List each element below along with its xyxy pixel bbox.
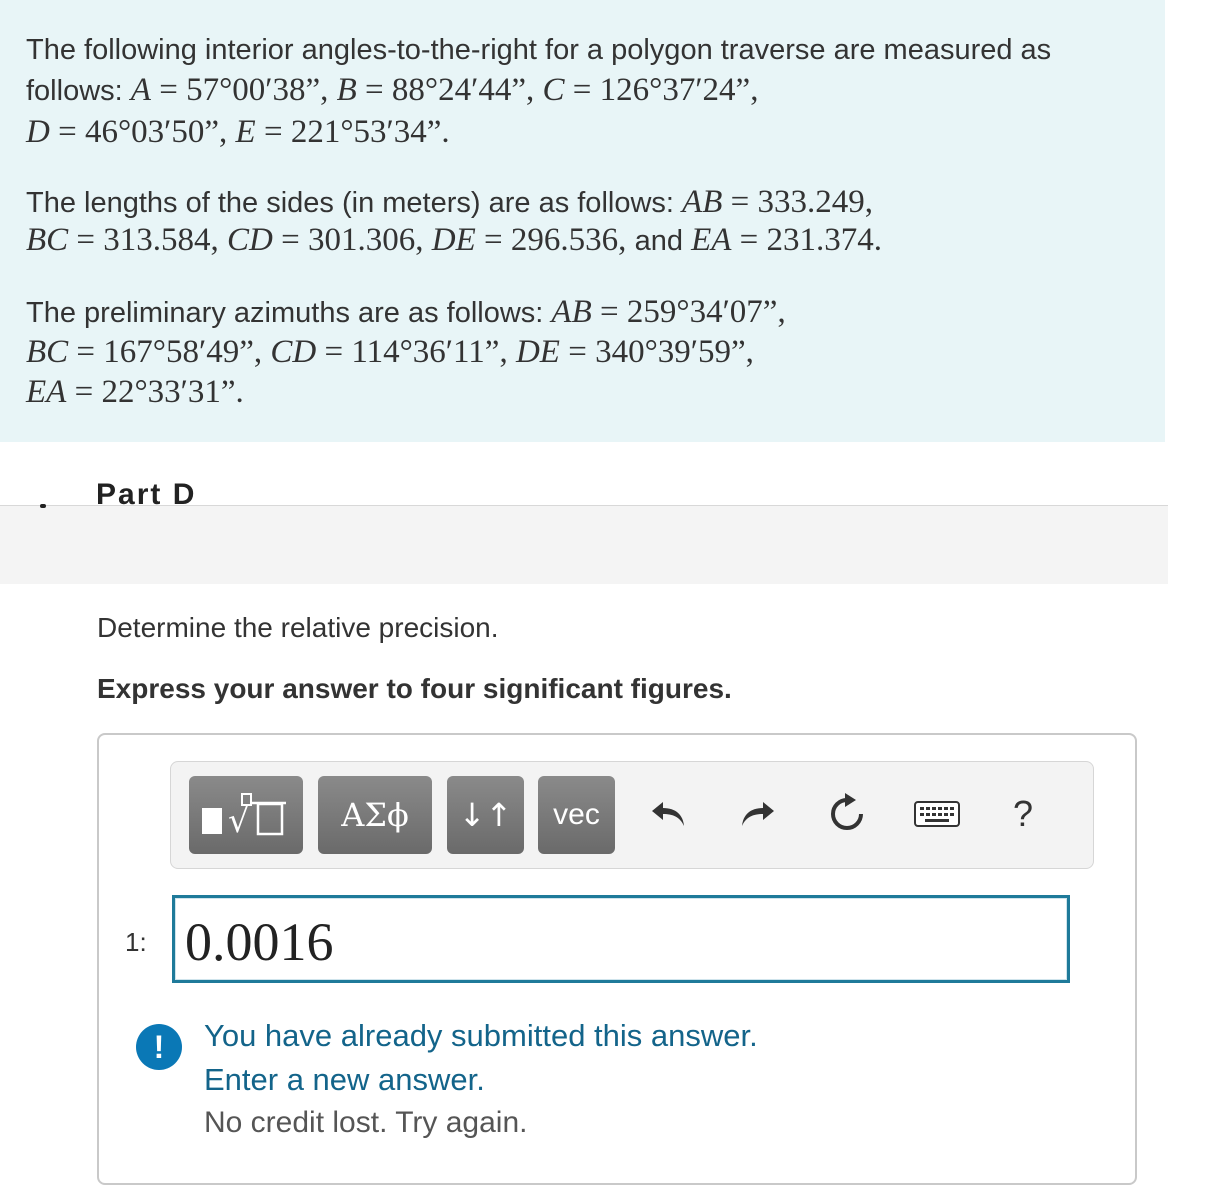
templates-button[interactable] xyxy=(189,776,303,854)
feedback-line-3: No credit lost. Try again. xyxy=(204,1106,528,1139)
angles-line-1 xyxy=(26,30,1051,70)
angles-intro: The following interior angles-to-the-right for a polygon traverse are measured as xyxy=(26,34,1052,66)
azimuth-cd-label: CD xyxy=(270,334,317,370)
azimuth-de-label: DE xyxy=(515,334,560,370)
azimuth-de-value: 340°39′59” xyxy=(595,334,746,370)
azimuths-line-1: The preliminary azimuths are as follows: AB = 259°34′07”, xyxy=(26,294,786,330)
length-cd-label: CD xyxy=(227,222,273,258)
answer-label: 1: xyxy=(125,927,147,957)
feedback-line-1: You have already submitted this answer. xyxy=(204,1018,758,1053)
azimuth-bc-value: 167°58′49” xyxy=(103,334,254,370)
arrows-button[interactable]: ↓↑ xyxy=(447,776,524,854)
reset-icon[interactable] xyxy=(821,788,873,840)
angles-follows: follows: xyxy=(26,75,123,107)
azimuth-ab-value: 259°34′07” xyxy=(626,294,778,330)
length-de-value: 296.536 xyxy=(510,222,619,258)
instruction-text: Express your answer to four significant figures. xyxy=(97,673,732,704)
length-ab-value: 333.249 xyxy=(757,184,865,220)
azimuths-line-3: EA = 22°33′31”. xyxy=(26,374,244,410)
redo-icon[interactable] xyxy=(731,788,783,840)
feedback-line-2: Enter a new answer. xyxy=(204,1062,485,1097)
angles-line-2: follows: A = 57°00′38”, B = 88°24′44”, C = 126°37′24”, xyxy=(26,72,759,108)
angle-e-label: E xyxy=(235,114,256,150)
length-ea-label: EA xyxy=(691,222,732,258)
vector-button[interactable]: vec xyxy=(538,776,615,854)
length-de-label: DE xyxy=(431,222,476,258)
part-label: Part D xyxy=(96,478,197,511)
azimuths-line-2: BC = 167°58′49”, CD = 114°36′11”, DE = 340°39′59”, xyxy=(26,334,754,370)
question-text: Determine the relative precision. xyxy=(97,612,499,643)
math-toolbar xyxy=(170,761,1094,869)
templates-icon xyxy=(198,790,294,840)
length-cd-value: 301.306 xyxy=(308,222,416,258)
azimuths-intro: The preliminary azimuths are as follows: xyxy=(26,297,544,329)
angle-b-label: B xyxy=(336,72,357,108)
length-ab-label: AB xyxy=(682,184,723,220)
azimuth-ab-label: AB xyxy=(551,294,592,330)
azimuth-cd-value: 114°36′11” xyxy=(351,334,500,370)
answer-input[interactable] xyxy=(172,895,1070,983)
angle-b-value: 88°24′44” xyxy=(391,72,526,108)
angle-c-label: C xyxy=(542,72,565,108)
problem-statement xyxy=(0,0,1165,442)
svg-text:√: √ xyxy=(228,801,250,841)
azimuth-bc-label: BC xyxy=(26,334,69,370)
part-label-clip xyxy=(96,478,197,512)
chevron-down-icon xyxy=(40,504,46,508)
angle-a-label: A xyxy=(130,72,151,108)
azimuth-ea-label: EA xyxy=(26,374,67,410)
lengths-line-1: The lengths of the sides (in meters) are as follows: AB = 333.249, xyxy=(26,184,873,220)
and-word: and xyxy=(634,225,684,257)
keyboard-icon[interactable] xyxy=(911,788,963,840)
angle-d-value: 46°03′50” xyxy=(84,114,220,150)
part-header[interactable] xyxy=(0,478,1168,584)
alert-icon: ! xyxy=(136,1024,182,1070)
help-button[interactable]: ? xyxy=(1012,793,1034,834)
undo-icon[interactable] xyxy=(643,788,695,840)
angle-d-label: D xyxy=(26,114,50,150)
length-bc-value: 313.584 xyxy=(103,222,211,258)
angle-e-value: 221°53′34” xyxy=(290,114,442,150)
length-bc-label: BC xyxy=(26,222,69,258)
angle-a-value: 57°00′38” xyxy=(186,72,321,108)
angles-line-3: D = 46°03′50”, E = 221°53′34”. xyxy=(26,114,450,150)
greek-symbols-button[interactable]: ΑΣϕ xyxy=(318,776,432,854)
answer-panel xyxy=(97,733,1137,1185)
angle-c-value: 126°37′24” xyxy=(599,72,751,108)
lengths-intro: The lengths of the sides (in meters) are as follows: xyxy=(26,187,674,219)
length-ea-value: 231.374 xyxy=(766,222,874,258)
lengths-line-2: BC = 313.584, CD = 301.306, DE = 296.536, and EA = 231.374. xyxy=(26,222,883,258)
azimuth-ea-value: 22°33′31” xyxy=(101,374,236,410)
